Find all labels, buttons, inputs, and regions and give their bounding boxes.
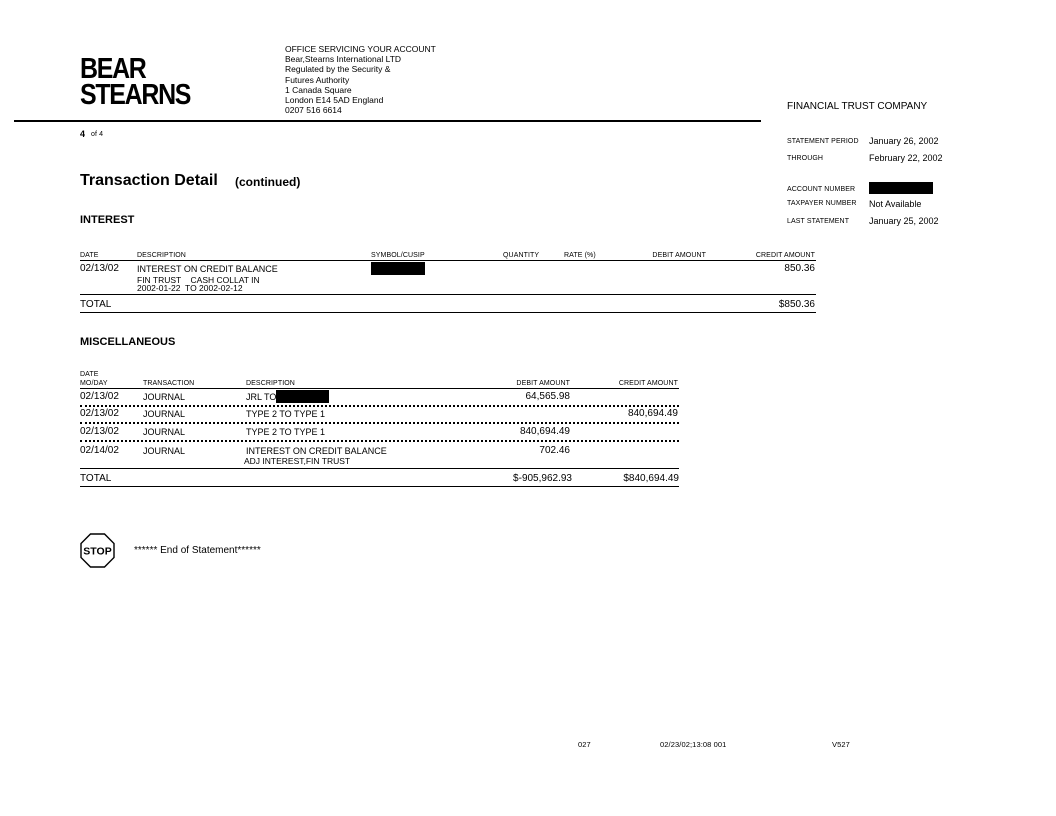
office-address-block [285,44,436,115]
interest-total-label: TOTAL [80,299,112,310]
statement-period-value: January 26, 2002 [869,136,939,146]
office-line: 1 Canada Square [285,84,352,95]
misc-total-bottom-rule [80,486,679,487]
through-label: THROUGH [787,155,824,162]
logo-line-2: STEARNS [80,79,191,111]
row-separator [80,440,679,442]
taxpayer-number-value: Not Available [869,199,922,209]
misc-row-date: 02/14/02 [80,445,119,456]
office-line: Futures Authority [285,74,350,85]
misc-total-label: TOTAL [80,473,112,484]
misc-row-debit: 64,565.98 [525,391,570,402]
interest-heading: INTEREST [80,214,135,226]
end-of-statement: ****** End of Statement****** [134,545,261,556]
misc-row-description: TYPE 2 TO TYPE 1 [246,427,326,437]
symbol-redaction [371,262,425,275]
misc-total-credit: $840,694.49 [623,473,679,484]
account-number-redaction [869,182,933,194]
office-line: Regulated by the Security & [285,64,391,75]
office-line: OFFICE SERVICING YOUR ACCOUNT [285,44,436,54]
account-number-label: ACCOUNT NUMBER [787,186,856,193]
misc-header-date-bottom: MO/DAY [80,380,108,387]
misc-header-debit: DEBIT AMOUNT [516,380,570,387]
through-value: February 22, 2002 [869,153,943,163]
interest-row-desc-1: INTEREST ON CREDIT BALANCE [137,264,278,274]
description-redaction [276,390,329,403]
bear-stearns-logo [80,53,191,111]
misc-row-description: JRL TO [246,392,277,402]
interest-header-symbol: SYMBOL/CUSIP [371,252,425,259]
misc-row-description: TYPE 2 TO TYPE 1 [246,409,326,419]
misc-header-credit: CREDIT AMOUNT [618,380,678,387]
misc-header-transaction: TRANSACTION [143,380,195,387]
misc-row-debit: 840,694.49 [519,426,570,437]
interest-header-description: DESCRIPTION [137,252,186,259]
stop-sign-label: STOP [83,545,112,558]
stop-sign-icon [80,533,115,568]
misc-header-rule [80,388,679,389]
interest-row-credit: 850.36 [784,263,815,274]
logo-line-1: BEAR [80,53,146,85]
misc-row-transaction: JOURNAL [143,409,186,419]
interest-header-credit: CREDIT AMOUNT [755,252,815,259]
page-title: Transaction Detail [80,172,218,189]
misc-total-debit: $-905,962.93 [513,473,572,484]
interest-row-desc-2: FIN TRUST CASH COLLAT IN [137,275,260,285]
page-number: 4 [80,129,86,139]
interest-total-credit: $850.36 [778,299,815,310]
misc-row-description-2: ADJ INTEREST,FIN TRUST [244,456,351,466]
page-of-label: of 4 [91,131,104,138]
interest-row-date: 02/13/02 [80,263,119,274]
misc-row-description: INTEREST ON CREDIT BALANCE [246,446,387,456]
last-statement-value: January 25, 2002 [869,216,939,226]
misc-heading: MISCELLANEOUS [80,336,176,348]
misc-row-date: 02/13/02 [80,391,119,402]
office-line: 0207 516 6614 [285,105,342,116]
misc-row-date: 02/13/02 [80,426,119,437]
interest-header-debit: DEBIT AMOUNT [652,252,706,259]
misc-header-description: DESCRIPTION [246,380,295,387]
interest-header-date: DATE [80,252,99,259]
page-subtitle: (continued) [235,175,301,189]
misc-row-date: 02/13/02 [80,408,119,419]
misc-row-transaction: JOURNAL [143,392,186,402]
misc-header-date-top: DATE [80,371,99,378]
misc-row-credit: 840,694.49 [627,408,678,419]
interest-header-quantity: QUANTITY [503,252,540,259]
misc-row-transaction: JOURNAL [143,427,186,437]
last-statement-label: LAST STATEMENT [787,218,850,225]
statement-period-label: STATEMENT PERIOD [787,138,859,145]
misc-row-debit: 702.46 [539,445,570,456]
company-name: FINANCIAL TRUST COMPANY [787,101,928,112]
header-rule [14,120,761,122]
interest-row-desc-3: 2002-01-22 TO 2002-02-12 [137,283,243,293]
interest-header-rule [80,260,816,261]
office-line: London E14 5AD England [285,95,384,106]
footer-code-2: V527 [832,740,850,749]
footer-code-1: 027 [578,740,591,749]
footer-timestamp: 02/23/02;13:08 001 [660,740,727,749]
taxpayer-number-label: TAXPAYER NUMBER [787,200,857,207]
misc-total-top-rule [80,468,679,469]
interest-header-rate: RATE (%) [564,252,596,259]
interest-total-top-rule [80,294,816,295]
row-separator [80,422,679,424]
office-line: Bear,Stearns International LTD [285,54,402,65]
row-separator [80,405,679,407]
misc-row-transaction: JOURNAL [143,446,186,456]
interest-total-bottom-rule [80,312,816,313]
